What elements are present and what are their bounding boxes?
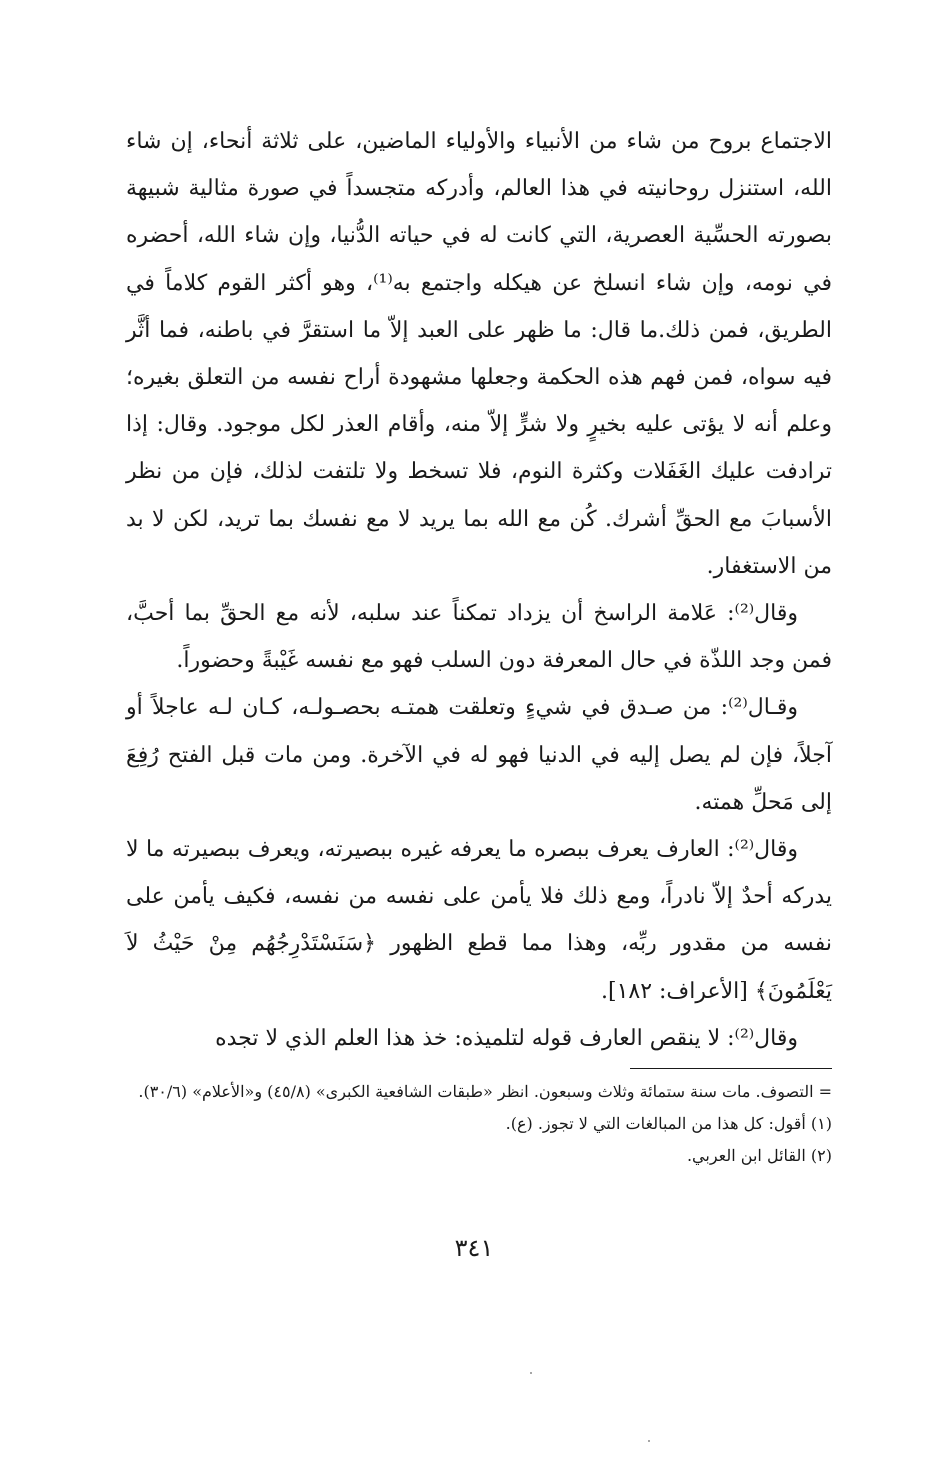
- footnote-2: (٢) القائل ابن العربي.: [686, 1146, 832, 1165]
- paragraph-4: وقال⁽²⁾: العارف يعرف ببصره ما يعرفه غيره ببصيرته، ويعرف ببصيرته ما لا يدركه أحدٌ إلاّ نادراً، ومع ذلك فلا يأمن على نفسه من نفسه، فكيف يأمن على نفسه من مقدور ربِّه، وهذا مما قطع الظهور ﴿سَنَسْتَدْرِجُهُم مِنْ حَيْثُ لاَ يَعْلَمُونَ﴾ [الأعراف: ١٨٢].: [126, 837, 832, 1004]
- paragraph-5: وقال⁽²⁾: لا ينقص العارف قوله لتلميذه: خذ هذا العلم الذي لا تجده: [215, 1025, 798, 1051]
- footnote-continuation: = التصوف. مات سنة ستمائة وثلاث وسبعون. انظر «طبقات الشافعية الكبرى» (٤٥/٨) و«الأعلام» (٣٠/٦).: [138, 1082, 832, 1101]
- paragraph-3: وقـال⁽²⁾: من صـدق في شيءٍ وتعلقت همتـه بحصـولـه، كـان لـه عاجلاً أو آجلاً، فإن لم يصل إليه في الدنيا فهو له في الآخرة. ومن مات قبل الفتح رُفِعَ إلى مَحلِّ همته.: [126, 695, 832, 815]
- paragraph-2: وقال⁽²⁾: عَلامة الراسخ أن يزداد تمكناً عند سلبه، لأنه مع الحقِّ بما أحبَّ، فمن وجد اللذّة في حال المعرفة دون السلب فهو مع نفسه غَيْبةً وحضوراً.: [126, 601, 832, 674]
- footnotes: [126, 1078, 832, 1170]
- page-number: ٣٤١: [454, 1234, 494, 1262]
- paragraph-1: الاجتماع بروح من شاء من الأنبياء والأولياء الماضين، على ثلاثة أنحاء، إن شاء الله، استنزل روحانيته في هذا العالم، وأدركه متجسداً في صورة مثالية شبيهة بصورته الحسِّية العصرية، التي كانت له في حياته الدُّنيا، وإن شاء الله، أحضره في نومه، وإن شاء انسلخ عن هيكله واجتمع به⁽¹⁾، وهو أكثر القوم كلاماً في الطريق، فمن ذلك.ما قال: ما ظهر على العبد إلاّ ما استقرَّ في باطنه، فما أثَّر فيه سواه، فمن فهم هذه الحكمة وجعلها مشهودة أراح نفسه من التعلق بغيره؛ وعلم أنه لا يؤتى عليه بخيرٍ ولا شرٍّ إلاّ منه، وأقام العذر لكل موجود. وقال: إذا ترادفت عليك الغَفَلات وكثرة النوم، فلا تسخط ولا تلتفت لذلك، فإن من نظر الأسبابَ مع الحقِّ أشرك. كُن مع الله بما يريد لا مع نفسك بما تريد، لكن لا بد من الاستغفار.: [126, 129, 832, 579]
- main-text: [126, 118, 832, 1062]
- footnote-separator: [630, 1068, 832, 1069]
- scan-speck: [648, 1440, 650, 1442]
- footnote-1: (١) أقول: كل هذا من المبالغات التي لا تجوز. (ع).: [505, 1114, 832, 1133]
- scan-speck: [530, 1372, 532, 1374]
